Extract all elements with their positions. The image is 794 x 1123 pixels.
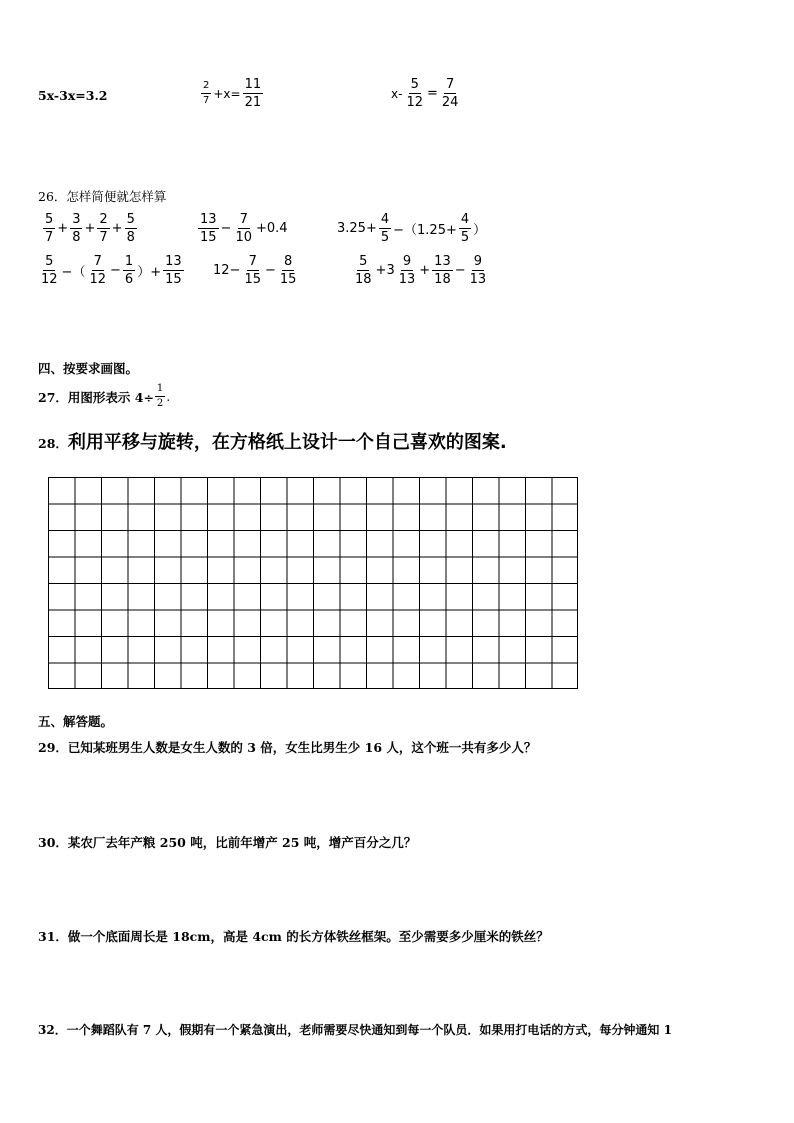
equation-3: x- $\frac{5}{12}$ = $\frac{7}{24}$: [391, 77, 459, 110]
fraction: $\frac{7}{12}$: [89, 254, 106, 287]
question-31: 31．做一个底面周长是 18cm，高是 4cm 的长方体铁丝框架。至少需要多少厘米的铁丝？: [38, 929, 549, 944]
calc-expression-a: $\frac{5}{7}$ + $\frac{3}{8}$ + $\frac{2}{7}$ + $\frac{5}{8}$: [45, 212, 135, 245]
fraction: $\frac{8}{15}$: [279, 254, 297, 287]
fraction: $\frac{9}{13}$: [469, 254, 487, 287]
calc-expression-e: 12− $\frac{7}{15}$ − $\frac{8}{15}$: [213, 254, 297, 287]
fraction: $\frac{7}{24}$: [441, 77, 459, 110]
question-32: 32．一个舞蹈队有 7 人，假期有一个紧急演出，老师需要尽快通知到每一个队员．如果用打电话的方式，每分钟通知 1: [38, 1023, 672, 1037]
fraction: $\frac{4}{5}$: [380, 212, 390, 245]
fraction: $\frac{7}{10}$: [235, 212, 252, 245]
calc-expression-b: $\frac{13}{15}$ − $\frac{7}{10}$ +0.4: [200, 212, 288, 245]
fraction: $\frac{2}{7}$: [99, 212, 108, 245]
fraction: $\frac{13}{15}$: [165, 254, 182, 287]
fraction: $\frac{4}{5}$: [460, 212, 470, 245]
calc-expression-c: 3.25+ $\frac{4}{5}$ −（1.25+ $\frac{4}{5}$ ）: [337, 212, 487, 245]
calc-expression-f: $\frac{5}{18}$ +3 $\frac{9}{13}$ + $\frac{13}{18}$ − $\frac{9}{13}$: [355, 254, 487, 287]
fraction: $\frac{3}{8}$: [72, 212, 81, 245]
fraction: $\frac{5}{18}$: [355, 254, 372, 287]
question-30: 30．某农厂去年产粮 250 吨，比前年增产 25 吨，增产百分之几？: [38, 835, 417, 850]
fraction: $\frac{2}{7}$: [203, 80, 210, 106]
equation-1: 5x-3x=3.2: [38, 88, 108, 103]
equation-2: $\frac{2}{7}$ +x= $\frac{11}{21}$: [203, 77, 262, 110]
fraction: $\frac{5}{12}$: [406, 77, 423, 110]
question-29: 29．已知某班男生人数是女生人数的 3 倍，女生比男生少 16 人，这个班一共有多少人？: [38, 740, 537, 755]
question-27: 27．用图形表示 4÷ $\frac{1}{2}$ .: [38, 383, 171, 409]
grid-paper[interactable]: [48, 477, 578, 689]
fraction: $\frac{5}{7}$: [45, 212, 54, 245]
question-28: 28．利用平移与旋转，在方格纸上设计一个自己喜欢的图案.: [38, 432, 507, 453]
fraction: $\frac{5}{8}$: [126, 212, 135, 245]
question-26-label: 26．怎样简便就怎样算: [38, 189, 167, 204]
fraction: $\frac{11}{21}$: [244, 77, 262, 110]
calc-expression-d: $\frac{5}{12}$ −（ $\frac{7}{12}$ − $\frac{1}{6}$ ）+ $\frac{13}{15}$: [41, 254, 182, 287]
fraction: $\frac{1}{6}$: [124, 254, 134, 287]
section-5-heading: 五、解答题。: [38, 714, 114, 729]
fraction: $\frac{5}{12}$: [41, 254, 58, 287]
fraction: $\frac{13}{15}$: [200, 212, 217, 245]
fraction: $\frac{9}{13}$: [398, 254, 416, 287]
fraction: $\frac{13}{18}$: [434, 254, 451, 287]
fraction: $\frac{1}{2}$: [156, 383, 164, 409]
section-4-heading: 四、按要求画图。: [38, 361, 139, 376]
fraction: $\frac{7}{15}$: [244, 254, 261, 287]
